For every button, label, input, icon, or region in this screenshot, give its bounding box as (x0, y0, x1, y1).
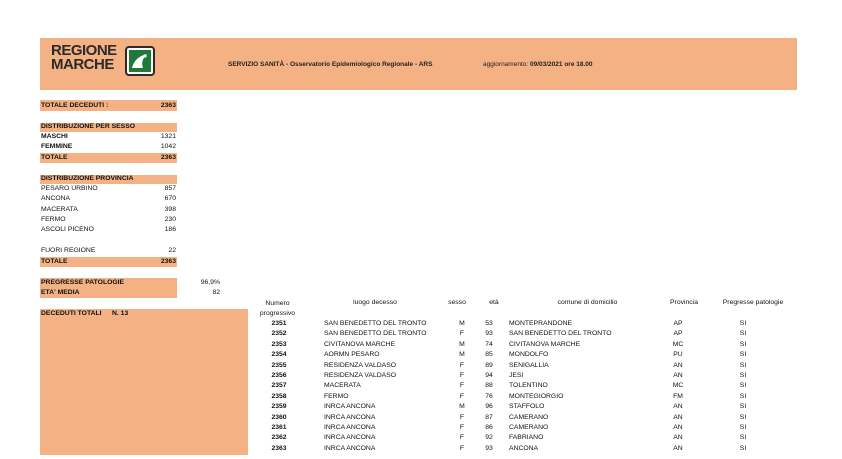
header-numero: Numero (265, 300, 290, 307)
province-name: MACERATA (41, 206, 78, 213)
cell-eta: 86 (485, 424, 493, 432)
table-row (255, 402, 779, 412)
province-total-value: 2363 (160, 258, 176, 265)
cell-comune: STAFFOLO (509, 403, 545, 411)
cell-numero: 2363 (271, 444, 287, 452)
female-value: 1042 (160, 143, 176, 150)
province-total-row (40, 257, 177, 267)
cell-provincia: AN (673, 434, 683, 442)
sex-distribution-title: DISTRIBUZIONE PER SESSO (41, 123, 136, 130)
outside-region-label: FUORI REGIONE (41, 247, 96, 254)
cell-pregresse: SI (739, 382, 747, 390)
cell-provincia: AN (673, 361, 683, 369)
update-value: 09/03/2021 ore 18.00 (529, 61, 593, 68)
cell-eta: 92 (485, 434, 493, 442)
total-deceased-row (40, 100, 177, 111)
cell-luogo: CIVITANOVA MARCHE (324, 340, 396, 348)
sex-total-value: 2363 (160, 154, 176, 161)
cell-pregresse: SI (739, 434, 747, 442)
header-luogo: luogo decesso (353, 299, 397, 306)
province-row (40, 226, 177, 235)
cell-sesso: M (459, 320, 465, 327)
cell-provincia: AP (673, 330, 683, 338)
cell-numero: 2359 (271, 403, 287, 411)
cell-provincia: MC (672, 340, 684, 348)
cell-pregresse: SI (739, 320, 747, 327)
cell-eta: 85 (485, 351, 493, 359)
province-name: ANCONA (41, 195, 71, 202)
cell-sesso: F (459, 361, 465, 369)
cell-numero: 2360 (271, 413, 287, 421)
cell-sesso: F (459, 444, 465, 452)
cell-sesso: M (459, 403, 465, 411)
header-comune: comune di domicilio (557, 299, 618, 306)
logo-text (51, 44, 117, 72)
female-label: FEMMINE (41, 143, 73, 150)
header-progressivo: progressivo (259, 310, 296, 317)
cell-comune: CAMERANO (509, 413, 549, 421)
cell-provincia: AN (673, 413, 683, 421)
table-row (255, 433, 779, 443)
table-row (255, 381, 779, 391)
cell-pregresse: SI (739, 361, 747, 369)
cell-luogo: RESIDENZA VALDASO (324, 372, 397, 380)
cell-comune: FABRIANO (509, 434, 544, 442)
cell-comune: MONTEGIORGIO (509, 392, 564, 400)
cell-provincia: PU (673, 351, 683, 359)
cell-luogo: INRCA ANCONA (324, 444, 376, 452)
service-title: SERVIZIO SANITÀ - Osservatorio Epidemiologico Regionale - ARS (228, 61, 433, 68)
cell-comune: MONTEPRANDONE (509, 320, 573, 327)
province-row (40, 185, 177, 194)
sex-total-label: TOTALE (41, 154, 68, 161)
cell-sesso: F (459, 382, 465, 390)
total-deceased-value: 2363 (160, 102, 176, 109)
province-name: FERMO (41, 216, 66, 223)
cell-sesso: F (459, 424, 465, 432)
cell-eta: 89 (485, 361, 493, 369)
cell-comune: ANCONA (509, 444, 539, 452)
table-row (255, 413, 779, 423)
province-value: 670 (164, 195, 176, 202)
cell-luogo: INRCA ANCONA (324, 413, 376, 421)
male-row (40, 133, 177, 142)
cell-luogo: INRCA ANCONA (324, 424, 376, 432)
eta-media-label: ETA' MEDIA (41, 289, 80, 296)
cell-comune: SENIGALLIA (509, 361, 549, 369)
female-row (40, 143, 177, 152)
cell-pregresse: SI (739, 351, 747, 359)
cell-numero: 2354 (271, 351, 287, 359)
province-name: ASCOLI PICENO (41, 226, 94, 233)
cell-luogo: INRCA ANCONA (324, 403, 376, 411)
province-row (40, 206, 177, 215)
province-distribution-title-row (40, 175, 177, 184)
cell-comune: CIVITANOVA MARCHE (509, 340, 581, 348)
cell-eta: 96 (485, 403, 493, 411)
cell-provincia: AN (673, 424, 683, 432)
header-pregresse: Pregresse patologie (722, 299, 784, 306)
cell-luogo: MACERATA (324, 382, 361, 390)
cell-pregresse: SI (739, 413, 747, 421)
table-row (255, 423, 779, 433)
male-value: 1321 (160, 133, 176, 140)
cell-comune: TOLENTINO (509, 382, 548, 390)
cell-numero: 2362 (271, 434, 287, 442)
cell-pregresse: SI (739, 372, 747, 380)
header-provincia: Provincia (670, 299, 698, 306)
table-row (255, 319, 779, 329)
cell-eta: 87 (485, 413, 493, 421)
regione-marche-logo (51, 44, 161, 82)
deceased-total-block (40, 309, 248, 455)
cell-provincia: AN (673, 403, 683, 411)
cell-provincia: FM (673, 392, 683, 400)
cell-numero: 2361 (271, 424, 287, 432)
table-row (255, 350, 779, 360)
sex-total-row (40, 153, 177, 163)
outside-region-value: 22 (168, 247, 176, 254)
cell-eta: 93 (485, 444, 493, 452)
sex-distribution-title-row (40, 123, 177, 132)
cell-eta: 93 (485, 330, 493, 338)
total-deceased-label: TOTALE DECEDUTI : (41, 102, 109, 109)
logo-line2: MARCHE (51, 56, 114, 73)
cell-provincia: AN (673, 372, 683, 380)
table-row (255, 392, 779, 402)
cell-pregresse: SI (739, 330, 747, 338)
outside-region-row (40, 247, 177, 256)
cell-pregresse: SI (739, 392, 747, 400)
eta-media-value: 82 (212, 289, 220, 296)
cell-comune: SAN BENEDETTO DEL TRONTO (509, 330, 612, 338)
deceduti-totali-count: N. 13 (112, 310, 129, 317)
cell-numero: 2356 (271, 372, 287, 380)
cell-pregresse: SI (739, 424, 747, 432)
deceased-table (255, 319, 779, 454)
deceduti-totali-label: DECEDUTI TOTALI (41, 310, 102, 317)
cell-numero: 2355 (271, 361, 287, 369)
header-sesso: sesso (448, 299, 466, 306)
cell-sesso: F (459, 372, 465, 380)
province-distribution-title: DISTRIBUZIONE PROVINCIA (41, 175, 134, 182)
cell-luogo: RESIDENZA VALDASO (324, 361, 397, 369)
update-label: aggiornamento: (483, 61, 529, 68)
province-value: 230 (164, 216, 176, 223)
header-eta: età (489, 299, 499, 306)
cell-pregresse: SI (739, 444, 747, 452)
cell-pregresse: SI (739, 340, 747, 348)
cell-comune: MONDOLFO (509, 351, 549, 359)
cell-eta: 53 (485, 320, 493, 327)
cell-provincia: MC (672, 382, 684, 390)
cell-luogo: INRCA ANCONA (324, 434, 376, 442)
province-value: 398 (164, 206, 176, 213)
cell-sesso: F (459, 434, 465, 442)
table-row (255, 361, 779, 371)
update-info (483, 61, 593, 68)
province-total-label: TOTALE (41, 258, 68, 265)
cell-numero: 2353 (271, 340, 287, 348)
cell-comune: CAMERANO (509, 424, 549, 432)
male-label: MASCHI (41, 133, 68, 140)
table-row (255, 329, 779, 339)
regione-emblem-icon (125, 46, 155, 76)
cell-sesso: F (459, 330, 465, 338)
table-row (255, 340, 779, 350)
province-name: PESARO URBINO (41, 185, 98, 192)
cell-sesso: F (459, 413, 465, 421)
cell-luogo: FERMO (324, 392, 349, 400)
cell-numero: 2352 (271, 330, 287, 338)
province-value: 186 (164, 226, 176, 233)
cell-eta: 74 (485, 340, 493, 348)
patologie-value: 96,9% (200, 279, 220, 286)
cell-provincia: AP (673, 320, 683, 327)
table-row (255, 444, 779, 454)
cell-sesso: M (459, 351, 465, 359)
province-row (40, 216, 177, 225)
cell-eta: 76 (485, 392, 493, 400)
cell-eta: 94 (485, 372, 493, 380)
cell-luogo: SAN BENEDETTO DEL TRONTO (324, 320, 427, 327)
logo-line1: REGIONE (51, 42, 117, 59)
patologie-label: PREGRESSE PATOLOGIE (41, 279, 125, 286)
cell-provincia: AN (673, 444, 683, 452)
province-value: 857 (164, 185, 176, 192)
cell-numero: 2351 (271, 320, 287, 327)
cell-sesso: F (459, 392, 465, 400)
table-row (255, 371, 779, 381)
cell-eta: 88 (485, 382, 493, 390)
cell-sesso: M (459, 340, 465, 348)
cell-luogo: SAN BENEDETTO DEL TRONTO (324, 330, 427, 338)
cell-comune: JESI (509, 372, 524, 380)
cell-numero: 2357 (271, 382, 287, 390)
deceased-table-body (255, 319, 779, 454)
province-row (40, 195, 177, 204)
cell-pregresse: SI (739, 403, 747, 411)
cell-numero: 2358 (271, 392, 287, 400)
cell-luogo: AORMN PESARO (324, 351, 380, 359)
